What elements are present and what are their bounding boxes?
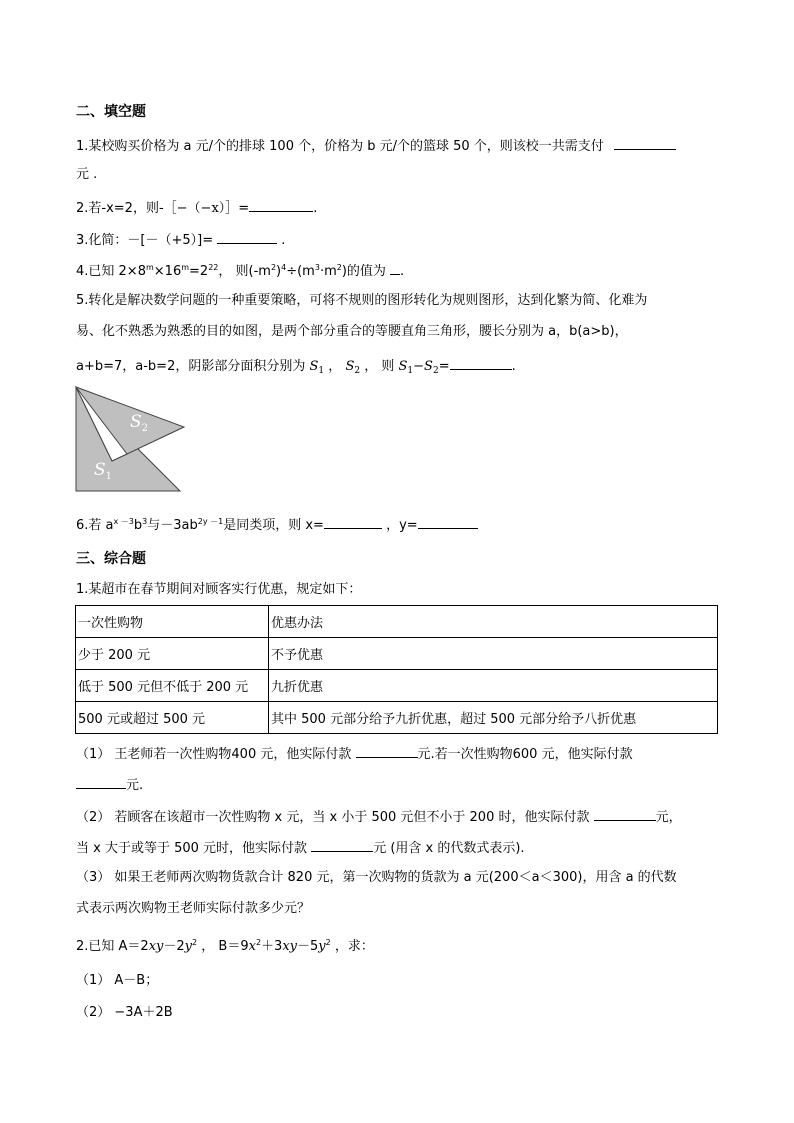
q5-period: . [511, 359, 516, 374]
q5-diff-sub1: 1 [407, 366, 414, 376]
q5-equals: = [438, 359, 450, 374]
q5-text-c: ， 则 [364, 359, 395, 374]
q5-line1: 5.转化是解决数学问题的一种重要策略，可将不规则的图形转化为规则图形，达到化繁为简、化难为 [76, 293, 648, 308]
s3-p3-line1: （3） 如果王老师两次购物货款合计 820 元，第一次购物的货款为 a 元(200＜a＜300)，用含 a 的代数 [76, 870, 677, 885]
s3-q2-line [76, 938, 374, 957]
q6-c: 与－3ab [147, 518, 198, 533]
table-cell: 500 元或超过 500 元 [76, 702, 269, 734]
q6-b: b [133, 518, 143, 533]
q5-diff-sub2: 2 [432, 366, 439, 376]
p2-a: （2） 若顾客在该超市一次性购物 x 元，当 x 小于 500 元但不小于 200 时，他实际付款 [76, 810, 590, 825]
q3-text: 3.化简：－[－（+5）]= [76, 233, 214, 248]
fig-s1-letter: S [94, 460, 106, 480]
q5-s2 [345, 359, 360, 374]
q2-text-c: ］= [225, 201, 250, 216]
q2-e: －5 [297, 939, 319, 954]
q2-expr: −（−x） [176, 201, 226, 216]
q4-sup4: 2 [270, 263, 277, 272]
q4-line [76, 260, 404, 282]
q4-answer-blank[interactable] [390, 260, 400, 275]
discount-table [75, 605, 718, 734]
q1-answer-blank[interactable] [614, 135, 676, 150]
q2-sq-1: 2 [192, 938, 198, 947]
s3-q1-intro: 1.某超市在春节期间对顾客实行优惠，规定如下： [76, 582, 362, 597]
q5-comma: ， [328, 359, 342, 374]
q4-sup2: m [181, 263, 190, 272]
q2-line [76, 197, 317, 218]
q2-d: ＋3 [261, 939, 283, 954]
q6-line [76, 514, 478, 536]
q2-answer-blank[interactable] [249, 197, 313, 212]
s3-q2-sub2: （2） −3A＋2B [76, 1005, 173, 1020]
fig-s2-sub: 2 [141, 423, 149, 434]
q5-diff-s2: S [424, 359, 433, 374]
q4-a: 4.已知 2×8 [76, 264, 146, 279]
q4-sup5: 4 [281, 263, 287, 272]
table-cell: 九折优惠 [269, 670, 718, 702]
p1-c: 元. [126, 778, 144, 793]
q6-sup3: 2y －1 [197, 517, 224, 526]
q6-x-blank[interactable] [324, 514, 382, 529]
table-row [76, 638, 718, 670]
q4-f: ÷(m [286, 264, 315, 279]
q6-y-blank[interactable] [418, 514, 478, 529]
q5-s1-letter: S [309, 359, 319, 374]
q2-sq-2: 2 [255, 938, 262, 947]
s3-q2-sub1: （1） A－B； [76, 973, 159, 988]
table-row [76, 670, 718, 702]
q5-s1 [310, 359, 325, 374]
p2-blank-1[interactable] [594, 806, 656, 821]
q2-xy-1: xy [148, 939, 164, 954]
q5-s2-sub: 2 [354, 366, 361, 376]
s3-p1-line2 [76, 774, 143, 795]
table-row [76, 606, 718, 638]
q4-h: )的值为 [341, 264, 386, 279]
q1-text: 1.某校购买价格为 a 元/个的排球 100 个，价格为 b 元/个的篮球 50 个，则该校一共需支付 [76, 139, 604, 154]
table-cell: 优惠办法 [269, 606, 718, 638]
q5-s2-letter: S [345, 359, 355, 374]
p1-blank-1[interactable] [356, 743, 418, 758]
q4-sup3: 22 [208, 263, 219, 272]
q2-sq-3: 2 [325, 938, 331, 947]
q5-diff [399, 359, 439, 374]
section2-heading: 二、填空题 [76, 104, 146, 120]
q2-a: 2.已知 A＝2 [76, 939, 149, 954]
q2-period: . [313, 201, 318, 216]
q2-y-2: y [318, 939, 326, 954]
q2-c: ， B＝9 [201, 939, 249, 954]
fig-s2-letter: S [130, 412, 142, 432]
q3-answer-blank[interactable] [217, 229, 277, 244]
p2-b: 元， [655, 810, 682, 825]
table-cell: 不予优惠 [269, 638, 718, 670]
q2-f: ，求： [334, 939, 374, 954]
q3-period: . [281, 233, 286, 248]
q4-e: ) [276, 264, 282, 279]
p2-blank-2[interactable] [311, 837, 373, 852]
q6-a: 6.若 a [76, 518, 114, 533]
table-cell: 低于 500 元但不低于 200 元 [76, 670, 269, 702]
q6-sup1: x －3 [113, 517, 134, 526]
triangles-figure [74, 385, 186, 495]
q4-b: ×16 [153, 264, 182, 279]
p2-c: 当 x 大于或等于 500 元时，他实际付款 [76, 841, 308, 856]
s3-p2-line2 [76, 837, 525, 858]
q6-d: 是同类项，则 x= [223, 518, 324, 533]
q4-g: ·m [319, 264, 337, 279]
q1-line [76, 135, 676, 156]
p1-a: （1） 王老师若一次性购物400 元，他实际付款 [76, 747, 352, 762]
q2-y-1: y [184, 939, 193, 954]
q6-e: ，y= [386, 518, 418, 533]
section3-heading: 三、综合题 [76, 551, 146, 567]
q4-d: ， 则(-m [218, 264, 271, 279]
q4-c: =2 [189, 264, 209, 279]
q5-text-a: a+b=7，a-b=2，阴影部分面积分别为 [76, 359, 306, 374]
q4-period: . [400, 264, 405, 279]
p1-b: 元.若一次性购物600 元，他实际付款 [417, 747, 633, 762]
s3-p2-line1 [76, 806, 682, 827]
table-row [76, 702, 718, 734]
q2-text-a: 2.若-x=2，则-［ [76, 201, 177, 216]
q3-line [76, 229, 285, 250]
fig-s1-sub: 1 [105, 471, 113, 482]
q2-xy-2: xy [282, 939, 297, 954]
q4-sup1: m [145, 263, 154, 272]
q4-sup6: 3 [314, 263, 320, 272]
s3-p3-line2: 式表示两次购物王老师实际付款多少元？ [76, 901, 311, 916]
p2-d: 元 (用含 x 的代数式表示). [373, 841, 525, 856]
q5-answer-blank[interactable] [450, 355, 512, 370]
table-cell: 少于 200 元 [76, 638, 269, 670]
q5-minus: − [413, 359, 425, 374]
q2-x: x [248, 939, 256, 954]
table-cell: 其中 500 元部分给予九折优惠，超过 500 元部分给予八折优惠 [269, 702, 718, 734]
s3-p1-line1 [76, 743, 633, 764]
q2-b: －2 [163, 939, 185, 954]
table-cell: 一次性购物 [76, 606, 269, 638]
q5-line3 [76, 355, 516, 377]
q5-s1-sub: 1 [318, 366, 325, 376]
q1-tail: 元 . [76, 167, 98, 182]
q5-diff-s1: S [398, 359, 408, 374]
q6-sup2: 3 [142, 517, 148, 526]
q5-line2: 易、化不熟悉为熟悉的目的如图，是两个部分重合的等腰直角三角形，腰长分别为 a，b(a>b)， [76, 324, 628, 339]
p1-blank-2[interactable] [76, 774, 126, 789]
q4-sup7: 2 [336, 263, 342, 272]
